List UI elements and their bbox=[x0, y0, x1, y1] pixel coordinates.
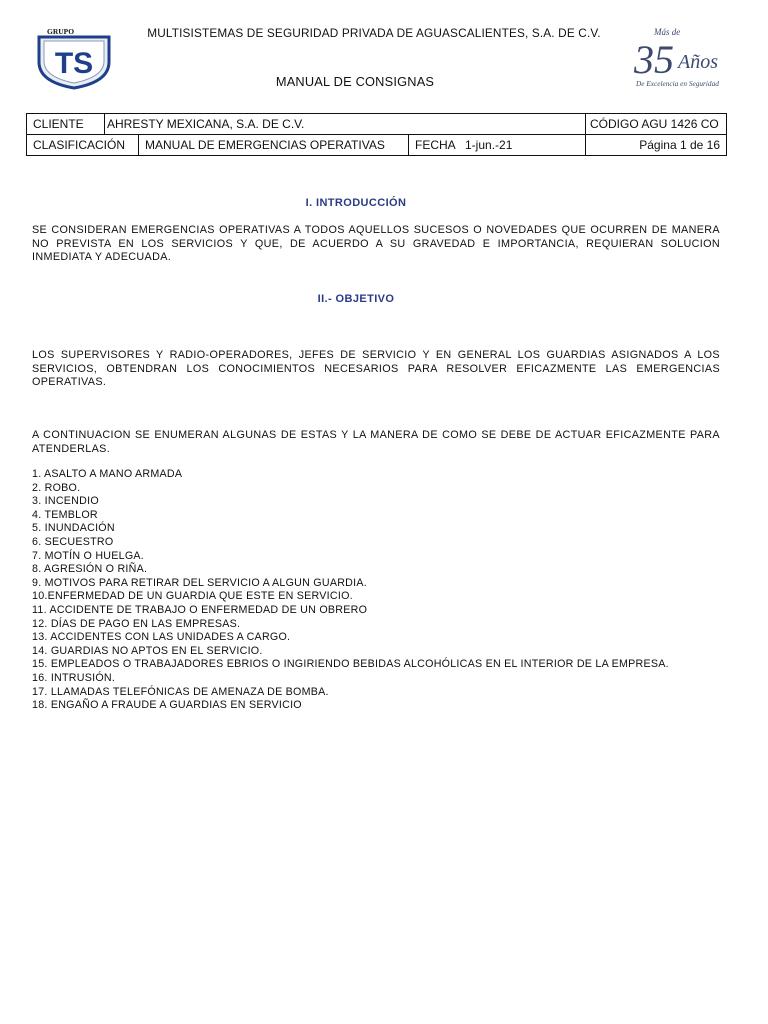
grupo-ts-logo bbox=[31, 26, 117, 90]
list-item: 2. ROBO. bbox=[32, 481, 81, 494]
list-item: 5. INUNDACIÓN bbox=[32, 522, 115, 535]
client-value: AHRESTY MEXICANA, S.A. DE C.V. bbox=[105, 114, 586, 135]
list-item: 17. LLAMADAS TELEFÓNICAS DE AMENAZA DE BOMBA. bbox=[32, 685, 329, 698]
company-name: MULTISISTEMAS DE SEGURIDAD PRIVADA DE AGUASCALIENTES, S.A. DE C.V. bbox=[147, 26, 601, 40]
anniversary-logo bbox=[632, 24, 732, 90]
info-row-client bbox=[27, 114, 727, 135]
list-item: 14. GUARDIAS NO APTOS EN EL SERVICIO. bbox=[32, 644, 263, 657]
manual-title: MANUAL DE CONSIGNAS bbox=[275, 74, 435, 89]
svg-text:Más de: Más de bbox=[654, 27, 681, 37]
client-label: CLIENTE bbox=[27, 114, 105, 135]
objective-text: LOS SUPERVISORES Y RADIO-OPERADORES, JEFES DE SERVICIO Y EN GENERAL LOS GUARDIAS ASIGNADOS A LOS SERVICIOS, OBTENDRAN LOS CONOCIMIENTOS NECESARIOS PARA RESOLVER EFICAZMENTE LAS EMERGENCIAS OPERATIVAS. bbox=[32, 349, 720, 388]
list-item: 18. ENGAÑO A FRAUDE A GUARDIAS EN SERVICIO bbox=[32, 699, 302, 712]
introduction-text: SE CONSIDERAN EMERGENCIAS OPERATIVAS A TODOS AQUELLOS SUCESOS O NOVEDADES QUE OCURREN DE MANERA NO PREVISTA EN LOS SERVICIOS Y QUE, DE ACUERDO A SU GRAVEDAD E IMPORTANCIA, REQUIERAN SOLUCION INMEDIATA Y ADECUADA. bbox=[32, 224, 720, 263]
introduction-heading: I. INTRODUCCIÓN bbox=[305, 197, 407, 209]
svg-text:GRUPO: GRUPO bbox=[47, 27, 75, 36]
document-date: FECHA 1-jun.-21 bbox=[409, 135, 586, 156]
list-item: 6. SECUESTRO bbox=[32, 535, 114, 548]
objective-heading: II.- OBJETIVO bbox=[317, 293, 395, 305]
list-item: 12. DÍAS DE PAGO EN LAS EMPRESAS. bbox=[32, 617, 241, 630]
svg-text:Años: Años bbox=[678, 51, 718, 73]
list-item: 13. ACCIDENTES CON LAS UNIDADES A CARGO. bbox=[32, 631, 291, 644]
svg-text:De Excelencia en Seguridad: De Excelencia en Seguridad bbox=[636, 79, 719, 88]
list-item: 8. AGRESIÓN O RIÑA. bbox=[32, 563, 148, 576]
continuation-text: A CONTINUACION SE ENUMERAN ALGUNAS DE ESTAS Y LA MANERA DE COMO SE DEBE DE ACTUAR EFICAZMENTE PARA ATENDERLAS. bbox=[32, 429, 720, 455]
list-item: 10.ENFERMEDAD DE UN GUARDIA QUE ESTE EN SERVICIO. bbox=[32, 590, 353, 603]
info-row-classification bbox=[27, 135, 727, 156]
svg-text:TS: TS bbox=[54, 47, 94, 80]
classification-label: CLASIFICACIÓN bbox=[27, 135, 139, 156]
list-item: 11. ACCIDENTE DE TRABAJO O ENFERMEDAD DE UN OBRERO bbox=[32, 603, 368, 616]
document-info-table bbox=[26, 113, 727, 156]
list-item: 3. INCENDIO bbox=[32, 495, 99, 508]
list-item: 1. ASALTO A MANO ARMADA bbox=[32, 468, 183, 480]
classification-value: MANUAL DE EMERGENCIAS OPERATIVAS bbox=[139, 135, 409, 156]
list-item: 7. MOTÍN O HUELGA. bbox=[32, 549, 144, 562]
emergencies-list bbox=[32, 468, 722, 713]
svg-text:35: 35 bbox=[634, 37, 674, 82]
list-item: 16. INTRUSIÓN. bbox=[32, 671, 116, 684]
list-item: 15. EMPLEADOS O TRABAJADORES EBRIOS O INGIRIENDO BEBIDAS ALCOHÓLICAS EN EL INTERIOR DE LA EMPRESA. bbox=[32, 658, 669, 671]
list-item: 9. MOTIVOS PARA RETIRAR DEL SERVICIO A ALGUN GUARDIA. bbox=[32, 576, 367, 589]
page-number: Página 1 de 16 bbox=[586, 135, 727, 156]
document-code: CÓDIGO AGU 1426 CO bbox=[586, 114, 727, 135]
list-item: 4. TEMBLOR bbox=[32, 508, 98, 521]
